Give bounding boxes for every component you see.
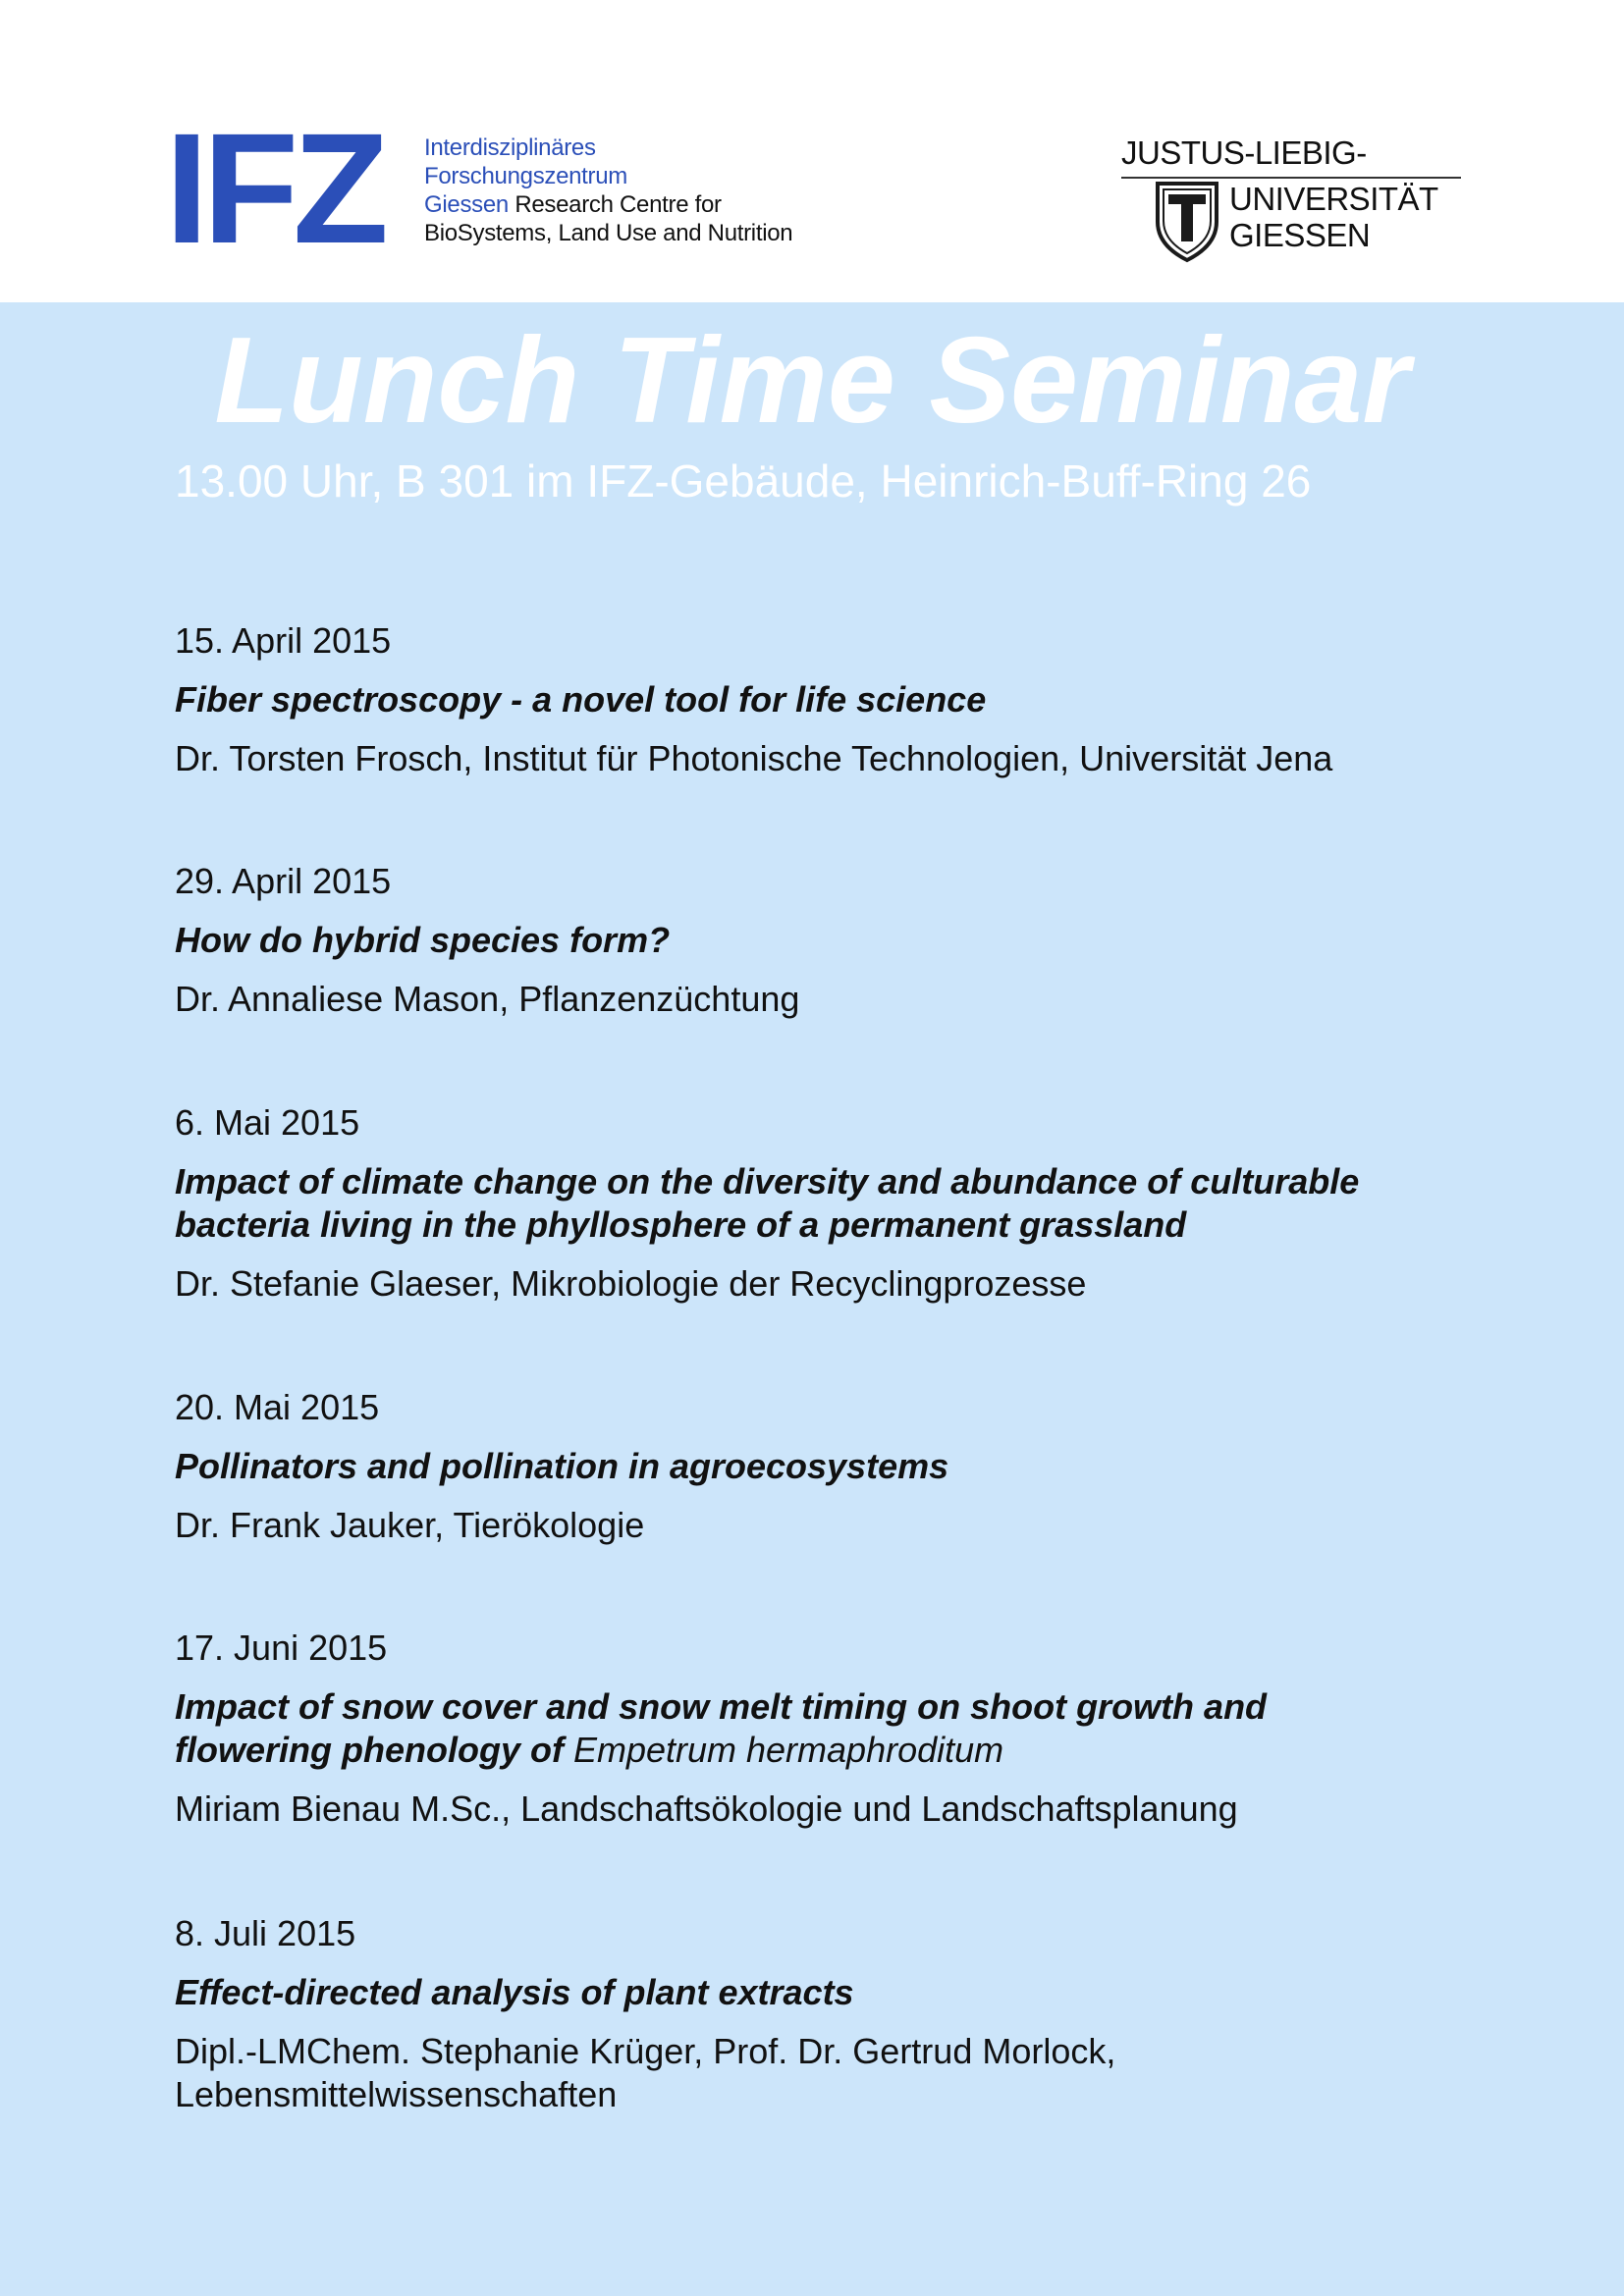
event-entry	[175, 1386, 1481, 1547]
institute-description	[424, 133, 792, 247]
university-logo	[1119, 135, 1463, 273]
event-speaker: Dr. Torsten Frosch, Institut für Photonische Technologien, Universität Jena	[175, 738, 1333, 778]
event-speaker: Miriam Bienau M.Sc., Landschaftsökologie und Landschaftsplanung	[175, 1789, 1238, 1829]
event-date: 15. April 2015	[175, 620, 392, 661]
event-title-line-2-text: flowering phenology of	[175, 1730, 573, 1770]
event-title-line-2: bacteria living in the phyllosphere of a permanent grassland	[175, 1204, 1187, 1245]
event-entry	[175, 1101, 1481, 1306]
institute-line-4: BioSystems, Land Use and Nutrition	[424, 220, 793, 246]
event-speaker: Dr. Annaliese Mason, Pflanzenzüchtung	[175, 979, 800, 1019]
event-title-line-2	[175, 1729, 1481, 1772]
event-speaker	[175, 2030, 1481, 2116]
species-name: Empetrum hermaphroditum	[572, 1730, 1004, 1770]
event-title: Fiber spectroscopy - a novel tool for life science	[175, 679, 987, 720]
university-name-line-2: UNIVERSITÄT	[1229, 181, 1438, 217]
institute-line-1: Interdisziplinäres	[424, 134, 596, 161]
event-entry	[175, 1627, 1481, 1831]
event-entry	[175, 619, 1481, 780]
ifz-logo: IFZ	[165, 100, 383, 276]
seminar-subtitle: 13.00 Uhr, B 301 im IFZ-Gebäude, Heinrich-Buff-Ring 26	[175, 455, 1312, 507]
institute-line-2: Forschungszentrum	[424, 163, 627, 189]
university-logo-rule	[1121, 177, 1461, 179]
event-date: 8. Juli 2015	[175, 1913, 356, 1953]
event-title-line-1: Impact of snow cover and snow melt timing on shoot growth and	[175, 1686, 1268, 1727]
event-date: 29. April 2015	[175, 861, 392, 901]
event-entry	[175, 1912, 1481, 2116]
event-title-line-1: Impact of climate change on the diversity and abundance of culturable	[175, 1161, 1360, 1201]
event-title: Effect-directed analysis of plant extracts	[175, 1972, 854, 2012]
institute-line-3-rest: Research Centre for	[508, 191, 722, 218]
seminar-title: Lunch Time Seminar	[214, 313, 1410, 449]
event-title	[175, 1160, 1481, 1247]
event-title: Pollinators and pollination in agroecosystems	[175, 1446, 949, 1486]
event-date: 6. Mai 2015	[175, 1102, 360, 1143]
event-date: 20. Mai 2015	[175, 1387, 380, 1427]
institute-city: Giessen	[424, 191, 509, 218]
institute-line-3	[424, 190, 792, 219]
event-date: 17. Juni 2015	[175, 1628, 388, 1668]
university-shield-icon	[1155, 181, 1219, 263]
event-entry	[175, 860, 1481, 1021]
event-speaker-line-1: Dipl.-LMChem. Stephanie Krüger, Prof. Dr. Gertrud Morlock,	[175, 2031, 1116, 2071]
university-name-line-3: GIESSEN	[1229, 217, 1371, 253]
page-header	[0, 0, 1624, 302]
event-speaker-line-2: Lebensmittelwissenschaften	[175, 2074, 618, 2114]
event-speaker: Dr. Frank Jauker, Tierökologie	[175, 1505, 645, 1545]
event-title	[175, 1685, 1481, 1772]
event-speaker: Dr. Stefanie Glaeser, Mikrobiologie der Recyclingprozesse	[175, 1263, 1087, 1304]
university-name-line-1: JUSTUS-LIEBIG-	[1121, 134, 1367, 171]
event-title: How do hybrid species form?	[175, 920, 671, 960]
